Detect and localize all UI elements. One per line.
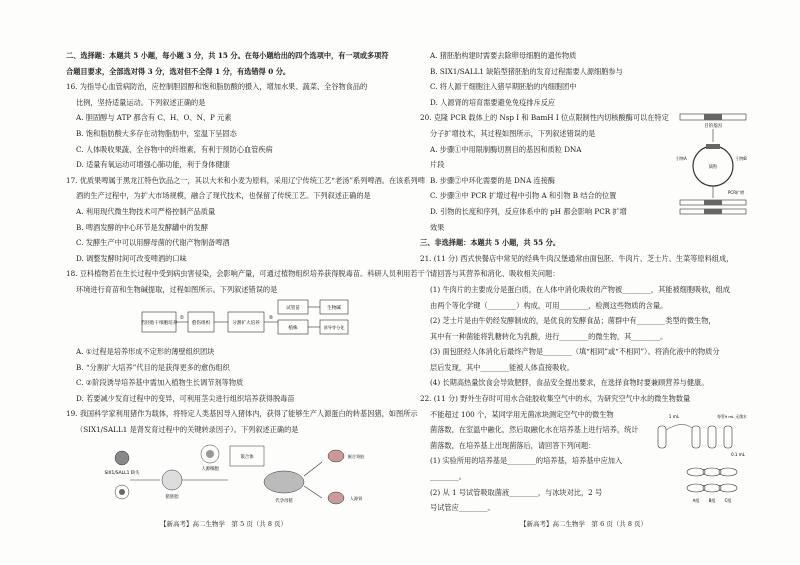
q17-option-c: C. 发酵生产中可以用酵母菌的代谢产物制备啤酒: [76, 238, 230, 248]
q21-part3: (3) 面包胚经人体消化后最终产物是________（填“相同”或“不相同”）。将消化液中的物质分: [430, 347, 720, 357]
fig18-label-plant: 植株: [288, 326, 298, 331]
fig18-label-step2: ②: [268, 315, 274, 321]
fig22-label-group-a: A组: [692, 498, 700, 503]
q21-part2: (2) 芝士片是由牛奶经发酵制成的，是优良的发酵食品；菌群中有________类型的微生物，: [430, 316, 716, 326]
q22-stem-cont2: 菌落数，在室温中融化，然后取融化水在培养基上进行培养，统计: [430, 425, 639, 435]
q17-option-b: B. 啤酒发酵的中心环节是发酵罐中的发酵: [76, 222, 209, 232]
q18-stem: 18. 豆科植物若在生长过程中受到病虫害侵染，会影响产量，可通过植物组织培养获得脱毒苗。科研人员利用若干个: [66, 269, 432, 279]
q22-part2-cont: 号试管应________。: [430, 503, 495, 513]
fig18-label-start: 若胚胎干细胞培养: [140, 321, 178, 326]
q21-part1-cont: 由两个等化学键（________）构成，可用________，检测这些物质的含量。: [430, 300, 668, 310]
q16-stem: 16. 为指导心血管病防治，应控制胆固醇和饱和脂肪酸的摄入，增加水果、蔬菜、全谷物食品的: [66, 82, 368, 92]
fig18-label-expand: 分割扩大培养: [232, 321, 260, 326]
footer-left-page-number: 【新高考】高二生物学 第 5 页（共 8 页）: [160, 520, 288, 528]
q19-diagram: [100, 440, 370, 512]
q18-option-d: D. 若要减少发育过程中的变异，可利用茎尖进行组织培养获得脱毒苗: [76, 393, 295, 403]
q16-option-b: B. 饱和脂肪酸大多存在动物脂肪中，室温下呈固态: [76, 128, 237, 138]
q20-option-c: C. 步骤③中 PCR 扩增过程中引物 A 和引物 B 结合的位置: [430, 191, 617, 201]
footer-right-page-number: 【新高考】高二生物学 第 6 页（共 8 页）: [520, 520, 648, 528]
q16-option-d: D. 适量有氧运动可增强心肺功能，利于身体健康: [76, 160, 230, 170]
q22-stem: 22. (11 分) 野外生存时可用水合硅胶收集空气中的水，为研究空气中水的微生物数量: [420, 394, 691, 404]
left-page: [66, 48, 432, 298]
q17-option-a: A. 利用现代微生物技术可严格控制产品质量: [76, 206, 216, 216]
q21-part2-cont: 其中有一种菌能将乳糖转化为乳酸，进行________的微生物，其________。: [430, 331, 668, 341]
fig20-label-primer-a: 引物A: [676, 156, 687, 161]
q18-stem-cont: 环境进行育苗和生物碱提取，过程如图所示。下列叙述错误的是: [76, 284, 278, 294]
q20-block: [420, 110, 669, 235]
q20-option-a: A. 步骤①中用限制酶切割目的基因和质粒 DNA: [430, 144, 582, 154]
q21-part4: (4) 长期高热量饮食会导致肥胖，食品安全提出要求，在选择食物时要兼顾营养与健康。: [430, 378, 709, 388]
fig20-label-gene: 目的基因: [704, 124, 722, 129]
q22-dilution-diagram: [652, 410, 752, 510]
q20-option-a-cont: 片段: [430, 160, 445, 170]
fig22-label-group-b: B组: [708, 498, 716, 503]
q16-option-c: C. 人体吸收果蔬、全谷物中的纤维素，有利于预防心血管疾病: [76, 144, 273, 154]
fig22-label-water: 每管9 mL 无菌水: [717, 414, 747, 419]
fig22-label-01ml: 0.1 mL: [731, 452, 745, 457]
q21-part3-cont: 层后发现，其中________能被人体直接吸收。: [430, 362, 574, 372]
section3-title: 三、非选择题：本题共 5 小题，共 55 分。: [420, 238, 561, 248]
q19-option-a: A. 猪胚胎构建时需要去除卵母细胞的遗传物质: [430, 51, 577, 60]
fig18-label-callus: 愈伤组织: [191, 321, 211, 326]
fig18-label-bud: 诱导芽分化: [323, 325, 345, 330]
fig19-label-chimera: 嵌合体: [240, 455, 254, 460]
q16-option-a: A. 胆固醇与 ATP 都含有 C、H、O、N、P 元素: [76, 113, 232, 123]
q20-stem-cont: 分子扩增技术，其过程如图所示，下列叙述错误的是: [430, 128, 596, 138]
fig19-label-human-kidney: 人源肾: [349, 496, 363, 501]
fig22-label-group-c: C组: [724, 498, 732, 503]
fig20-label-plasmid: 质粒: [708, 165, 718, 170]
fig18-label-step1: ①: [179, 315, 185, 321]
fig19-label-embryo: 猪胚胎: [165, 495, 179, 500]
q18-flow-diagram: [140, 298, 350, 336]
q22-part1-cont: ________。: [430, 472, 466, 482]
fig19-label-kidney: 嵌合肾脏: [347, 454, 365, 459]
q22-part1: (1) 实验所用的培养基是________的培养基，培养基中应加入: [430, 456, 623, 466]
fig18-label-plantlet: 试管苗: [286, 306, 300, 311]
section2-subtitle: 合题目要求，全部选对得 3 分，选对但不全得 1 分，有选错得 0 分。: [66, 66, 291, 76]
q16-stem-cont: 比例，坚持适量运动。下列叙述正确的是: [76, 97, 206, 107]
q20-option-d: D. 引物的长度和序列，反应体系中的 pH 都会影响 PCR 扩增: [430, 206, 627, 216]
q21-stem-cont: 请回答与其营养和消化、吸收相关问题：: [430, 269, 560, 279]
q22-stem-cont1: 不能超过 100 个，某同学用无菌冰块测定空气中的微生物: [430, 409, 614, 419]
q17-stem-cont: 酒的生产过程中，为扩大市场规模，融合了现代技术，也保留了传统工艺。下列叙述正确的是: [76, 191, 371, 201]
fig22-label-1ml: 1 mL: [668, 414, 680, 419]
q19-option-b: B. SIX1/SALL1 缺陷型猪胚胎的发育过程需要人源细胞参与: [430, 66, 623, 76]
q21-stem: 21. (11 分) 西式快餐店中常见的经典牛肉汉堡通常由面包胚、牛肉片、芝士片、生菜等原料组成，: [420, 253, 734, 263]
q19-stem-cont: （SIX1/SALL1 是肾发育过程中的关键转录因子）。下列叙述正确的是: [76, 424, 299, 434]
q18-option-a: A. ①过程是培养形成不定形的薄壁组织团块: [76, 347, 215, 356]
q20-stem: 20. 克隆 PCR 载体上的 Nsp I 和 BamH I 位点限制性内切核酸酶可以在特定: [420, 113, 669, 123]
fig18-label-alkaloid: 生物碱: [327, 306, 341, 311]
fig20-label-primer-b: 引物B: [736, 156, 747, 161]
q20-pcr-diagram: [668, 112, 758, 220]
q20-option-b: B. 步骤②中环化需要的是 DNA 连接酶: [430, 175, 556, 185]
left-page-lower: [66, 344, 418, 438]
fig19-label-human-cell: 人源细胞: [201, 467, 219, 472]
q19-option-d: D. 人源肾的培育需要避免免疫排斥反应: [430, 97, 556, 107]
q17-option-d: D. 调整发酵时间可改变啤酒的口味: [76, 253, 187, 263]
q18-option-b: B. “分割扩大培养”代目的是获得更多的愈伤组织: [76, 362, 230, 372]
q19-stem: 19. 我国科学家利用猪作为载体，将特定人类基因导入猪体内，获得了能够生产人源蛋白的转基因猪，如图所示: [66, 409, 418, 419]
section2-title: 二、选择题：本题共 5 小题，每小题 3 分，共 15 分。在每小题给出的四个选项中，有一项或多项符: [66, 51, 389, 60]
fig20-label-pcr: PCR扩增: [728, 190, 744, 195]
q22-stem-cont3: 菌落数，在培养基上出现菌落后，请回答下列问题：: [430, 440, 596, 450]
q18-option-c: C. ②阶段诱导培养基中需加入植物生长调节剂等物质: [76, 378, 244, 388]
fig19-label-knockout: SIX1/SALL1 缺失: [104, 471, 140, 476]
q21-part1: (1) 牛肉片的主要成分是蛋白质，在人体中消化吸收的产物被________，其能被细胞吸收，组成: [430, 284, 730, 294]
q20-option-d-cont: 效果: [430, 222, 445, 232]
q19-option-c: C. 将人源干细胞注入猪早期胚胎的内细胞团中: [430, 82, 577, 92]
q22-part2: (2) 从 1 号试管吸取菌液________，与冰块对比，2 号: [430, 487, 603, 497]
fig19-label-surrogate: 代孕母猪: [275, 499, 293, 504]
q17-stem: 17. 优质果啤属于黑龙江特色饮品之一，其以大米和小麦为原料，采用辽宁传统工艺“老汤”系列啤酒。在该系列啤: [66, 175, 425, 185]
